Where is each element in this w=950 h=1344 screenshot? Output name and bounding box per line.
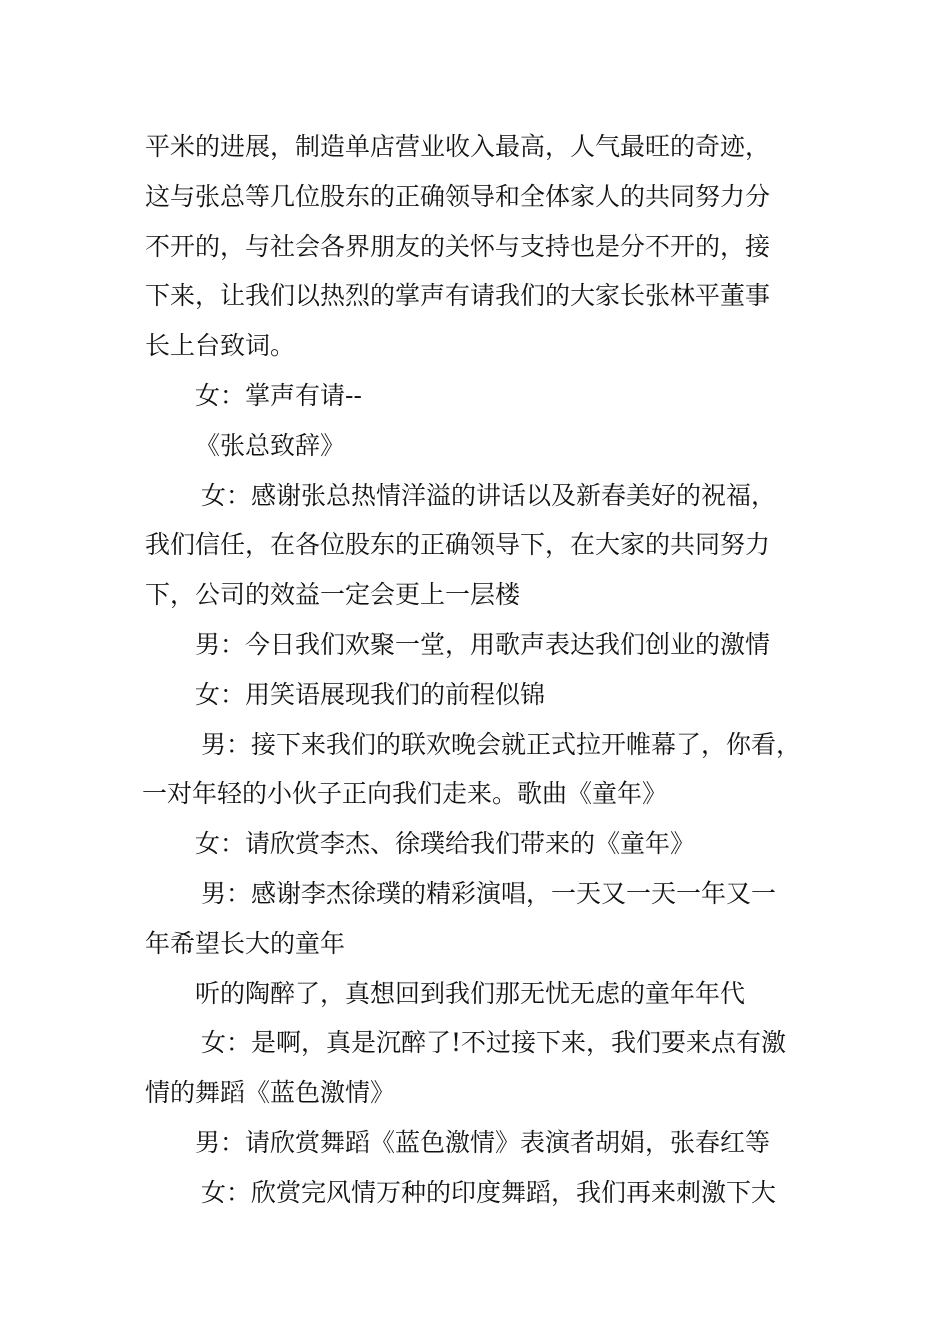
text-line: 情的舞蹈《蓝色激情》 <box>145 1078 396 1108</box>
document-body <box>142 122 825 1218</box>
text-line: 女：掌声有请-- <box>195 380 362 410</box>
text-line: 我们信任，在各位股东的正确领导下，在大家的共同努力 <box>145 530 771 560</box>
text-line: 女：是啊，真是沉醉了!不过接下来，我们要来点有激 <box>201 1028 787 1058</box>
text-line: 听的陶醉了，真想回到我们那无忧无虑的童年年代 <box>195 978 746 1008</box>
text-line: 男：接下来我们的联欢晚会就正式拉开帷幕了，你看， <box>201 729 802 759</box>
text-line: 下来，让我们以热烈的掌声有请我们的大家长张林平董事 <box>145 281 771 311</box>
text-line: 这与张总等几位股东的正确领导和全体家人的共同努力分 <box>145 181 771 211</box>
text-line: 男：请欣赏舞蹈《蓝色激情》表演者胡娟，张春红等 <box>195 1127 771 1157</box>
text-line: 男：今日我们欢聚一堂，用歌声表达我们创业的激情 <box>195 629 771 659</box>
text-line: 平米的进展，制造单店营业收入最高，人气最旺的奇迹， <box>145 132 771 161</box>
text-line: 长上台致词。 <box>145 331 296 361</box>
text-line: 男：感谢李杰徐璞的精彩演唱，一天又一天一年又一 <box>201 878 777 908</box>
text-line: 年希望长大的童年 <box>145 928 346 958</box>
text-line: 女：用笑语展现我们的前程似锦 <box>195 679 546 709</box>
text-line: 一对年轻的小伙子正向我们走来。歌曲《童年》 <box>142 779 668 809</box>
text-line: 女：感谢张总热情洋溢的讲话以及新春美好的祝福， <box>201 480 777 510</box>
text-line: 《张总致辞》 <box>195 430 346 460</box>
text-line: 女：请欣赏李杰、徐璞给我们带来的《童年》 <box>195 829 696 859</box>
text-line: 女：欣赏完风情万种的印度舞蹈，我们再来刺激下大 <box>201 1177 777 1207</box>
text-line: 不开的，与社会各界朋友的关怀与支持也是分不开的，接 <box>145 231 771 261</box>
text-line: 下，公司的效益一定会更上一层楼 <box>145 580 521 610</box>
